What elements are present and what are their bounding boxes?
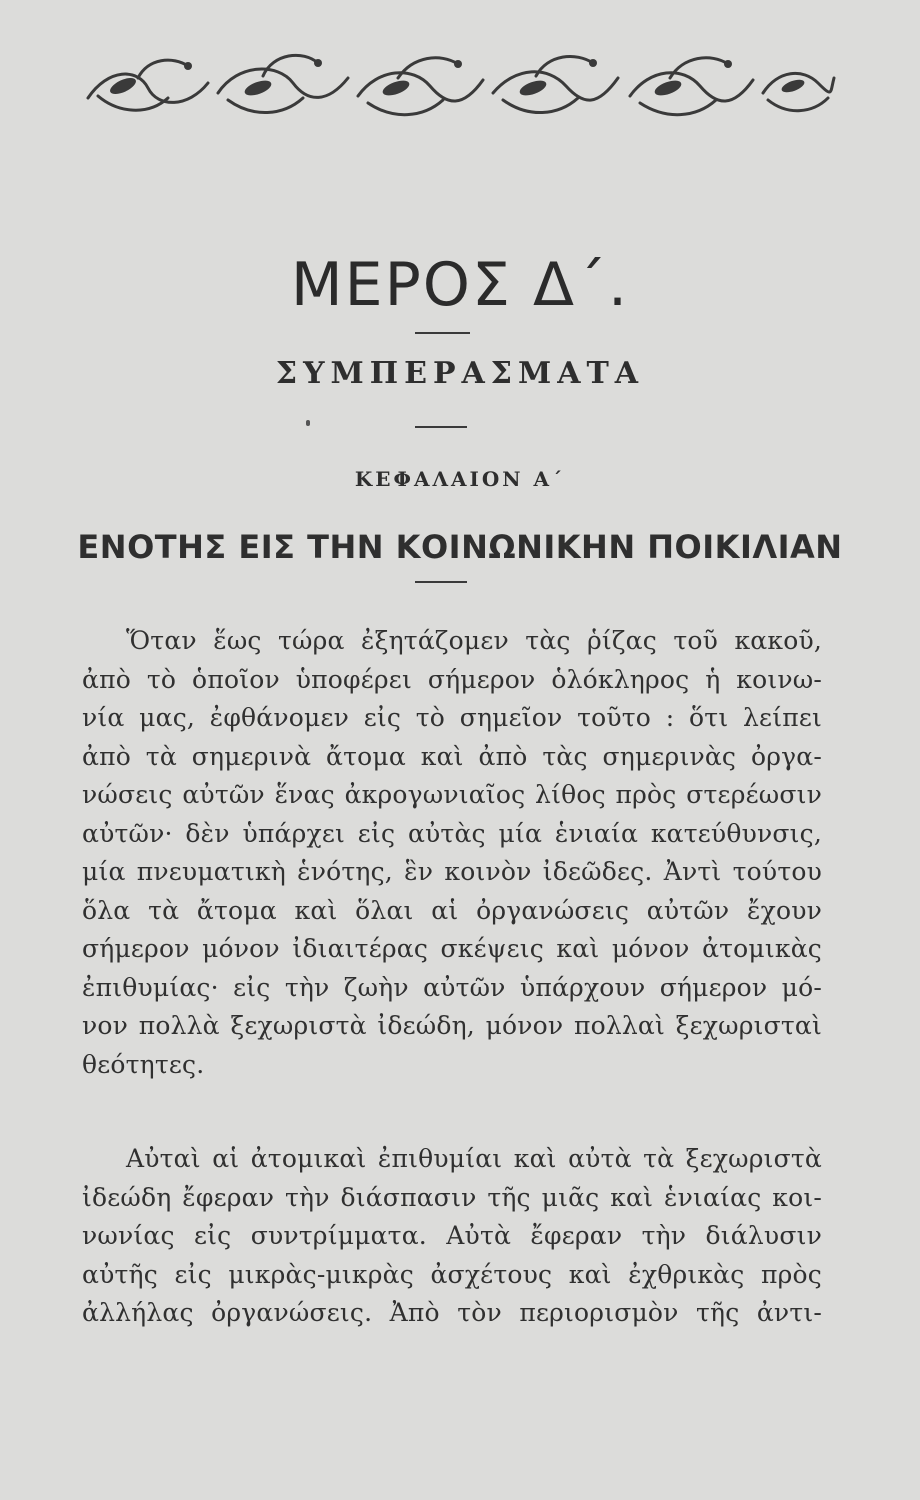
- text-line: ὅλα τὰ ἄτομα καὶ ὅλαι αἱ ὀργανώσεις αὐτῶν ἔχουν: [82, 895, 822, 925]
- part-title: ΜΕΡΟΣ Δ΄.: [290, 250, 630, 320]
- text-line: σήμερον μόνον ἰδιαιτέρας σκέψεις καὶ μόνον ἀτομικὰς: [82, 934, 822, 963]
- text-line: νία μας, ἐφθάνομεν εἰς τὸ σημεῖον τοῦτο : ὅτι λείπει: [82, 703, 822, 732]
- text-line: Ὅταν ἕως τώρα ἐξητάζομεν τὰς ῥίζας τοῦ κακοῦ,: [126, 626, 822, 655]
- section-title: ΣΥΜΠΕΡΑΣΜΑΤΑ: [275, 356, 645, 391]
- text-line: θεότητες.: [82, 1049, 205, 1079]
- text-line: ἀπὸ τὰ σημερινὰ ἄτομα καὶ ἀπὸ τὰς σημερινὰς ὀργα-: [82, 741, 822, 771]
- text-line: ἐπιθυμίας· εἰς τὴν ζωὴν αὐτῶν ὑπάρχουν σήμερον μό-: [82, 972, 822, 1002]
- text-line: ἀλλήλας ὀργανώσεις. Ἀπὸ τὸν περιορισμὸν τῆς ἀντι-: [82, 1298, 822, 1327]
- divider-rule: [415, 426, 467, 428]
- chapter-label: ΚΕΦΑΛΑΙΟΝ Α΄: [354, 467, 566, 491]
- text-line: αὐτῶν· δὲν ὑπάρχει εἰς αὐτὰς μία ἑνιαία κατεύθυνσις,: [82, 818, 822, 848]
- divider-rule: [415, 581, 467, 583]
- paragraph-2: [82, 1140, 822, 1333]
- text-line: μία πνευματικὴ ἑνότης, ἓν κοινὸν ἰδεῶδες. Ἀντὶ τούτου: [82, 857, 822, 886]
- floral-vine-ornament-icon: [78, 38, 838, 128]
- paragraph-1: [82, 622, 822, 1084]
- text-line: νώσεις αὐτῶν ἕνας ἀκρογωνιαῖος λίθος πρὸς στερέωσιν: [82, 780, 822, 809]
- text-line: νον πολλὰ ξεχωριστὰ ἰδεώδη, μόνον πολλαὶ ξεχωρισταὶ: [82, 1011, 822, 1040]
- ink-speck: [306, 420, 310, 426]
- text-line: Αὐταὶ αἱ ἀτομικαὶ ἐπιθυμίαι καὶ αὐτὰ τὰ ξεχωριστὰ: [126, 1144, 822, 1173]
- text-line: ἰδεώδη ἔφεραν τὴν διάσπασιν τῆς μιᾶς καὶ ἑνιαίας κοι-: [82, 1182, 822, 1212]
- text-line: νωνίας εἰς συντρίμματα. Αὐτὰ ἔφεραν τὴν διάλυσιν: [82, 1221, 822, 1250]
- chapter-title: ΕΝΟΤΗΣ ΕΙΣ ΤΗΝ ΚΟΙΝΩΝΙΚΗΝ ΠΟΙΚΙΛΙΑΝ: [77, 528, 843, 566]
- text-line: αὐτῆς εἰς μικρὰς-μικρὰς ἀσχέτους καὶ ἐχθρικὰς πρὸς: [82, 1259, 822, 1289]
- text-line: ἀπὸ τὸ ὁποῖον ὑποφέρει σήμερον ὁλόκληρος ἡ κοινω-: [82, 664, 822, 694]
- divider-rule: [415, 332, 470, 334]
